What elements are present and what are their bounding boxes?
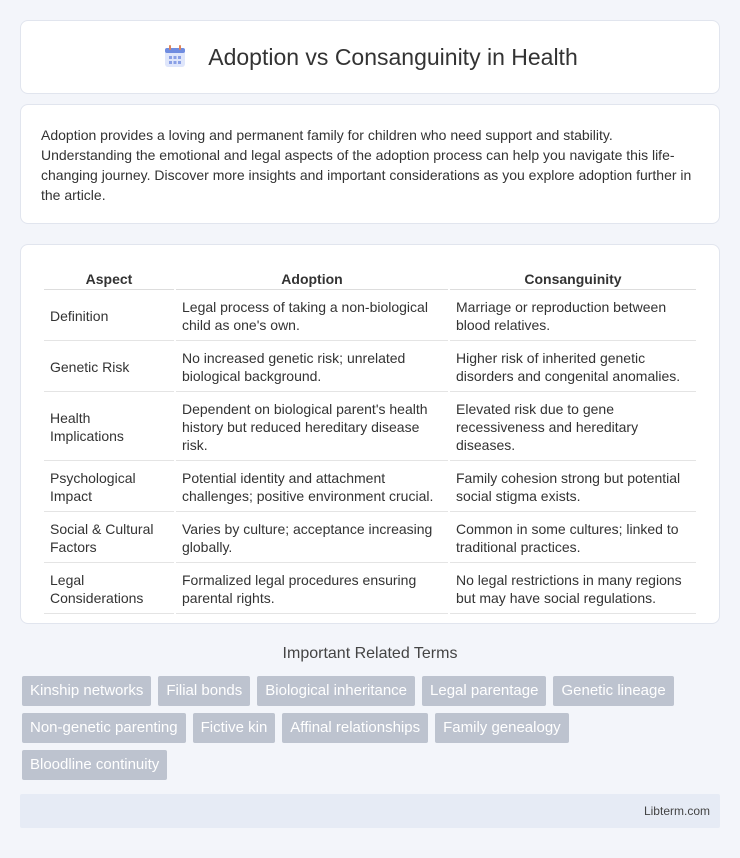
comparison-table-card [20, 244, 720, 624]
tag-kinship-networks[interactable]: Kinship networks [22, 676, 151, 706]
related-terms-title: Important Related Terms [282, 645, 458, 662]
table-cell-consanguinity: Common in some cultures; linked to traditional practices. [450, 514, 696, 563]
related-terms-section [20, 645, 720, 663]
table-cell-aspect: Definition [44, 292, 174, 341]
table-row [44, 565, 696, 614]
table-cell-adoption: No increased genetic risk; unrelated biological background. [176, 343, 448, 392]
table-cell-adoption: Varies by culture; acceptance increasing globally. [176, 514, 448, 563]
table-cell-consanguinity: Family cohesion strong but potential social stigma exists. [450, 463, 696, 512]
intro-card [20, 104, 720, 224]
table-row [44, 292, 696, 341]
tag-fictive-kin[interactable]: Fictive kin [193, 713, 276, 743]
table-row [44, 343, 696, 392]
tag-filial-bonds[interactable]: Filial bonds [158, 676, 250, 706]
table-header-row [44, 267, 696, 290]
table-cell-aspect: Health Implications [44, 394, 174, 461]
tag-biological-inheritance[interactable]: Biological inheritance [257, 676, 415, 706]
footer [20, 794, 720, 828]
column-header-aspect: Aspect [44, 267, 174, 290]
column-header-consanguinity: Consanguinity [450, 267, 696, 290]
tag-non-genetic-parenting[interactable]: Non-genetic parenting [22, 713, 186, 743]
page-title: Adoption vs Consanguinity in Health [208, 43, 578, 70]
table-cell-aspect: Psychological Impact [44, 463, 174, 512]
table-cell-adoption: Legal process of taking a non-biological child as one's own. [176, 292, 448, 341]
table-cell-aspect: Social & Cultural Factors [44, 514, 174, 563]
table-cell-consanguinity: Elevated risk due to gene recessiveness and hereditary diseases. [450, 394, 696, 461]
related-terms-tags [22, 676, 722, 787]
table-cell-consanguinity: Marriage or reproduction between blood relatives. [450, 292, 696, 341]
calendar-icon [162, 44, 188, 70]
tag-genetic-lineage[interactable]: Genetic lineage [553, 676, 673, 706]
title-card [20, 20, 720, 94]
table-cell-consanguinity: No legal restrictions in many regions but may have social regulations. [450, 565, 696, 614]
tag-family-genealogy[interactable]: Family genealogy [435, 713, 569, 743]
table-row [44, 463, 696, 512]
table-cell-aspect: Legal Considerations [44, 565, 174, 614]
tag-affinal-relationships[interactable]: Affinal relationships [282, 713, 428, 743]
table-row [44, 514, 696, 563]
table-cell-adoption: Potential identity and attachment challenges; positive environment crucial. [176, 463, 448, 512]
comparison-table [42, 265, 698, 616]
tag-bloodline-continuity[interactable]: Bloodline continuity [22, 750, 167, 780]
table-row [44, 394, 696, 461]
column-header-adoption: Adoption [176, 267, 448, 290]
table-cell-aspect: Genetic Risk [44, 343, 174, 392]
footer-site-link[interactable]: Libterm.com [643, 804, 710, 818]
tag-legal-parentage[interactable]: Legal parentage [422, 676, 546, 706]
table-cell-adoption: Formalized legal procedures ensuring parental rights. [176, 565, 448, 614]
intro-text: Adoption provides a loving and permanent family for children who need support and stability. Understanding the emotional and legal aspects of the adoption process can help you navigate this life-changing journey. Discover more insights and important considerations as you explore adoption further in the article. [41, 127, 692, 203]
table-cell-adoption: Dependent on biological parent's health history but reduced hereditary disease risk. [176, 394, 448, 461]
table-cell-consanguinity: Higher risk of inherited genetic disorders and congenital anomalies. [450, 343, 696, 392]
